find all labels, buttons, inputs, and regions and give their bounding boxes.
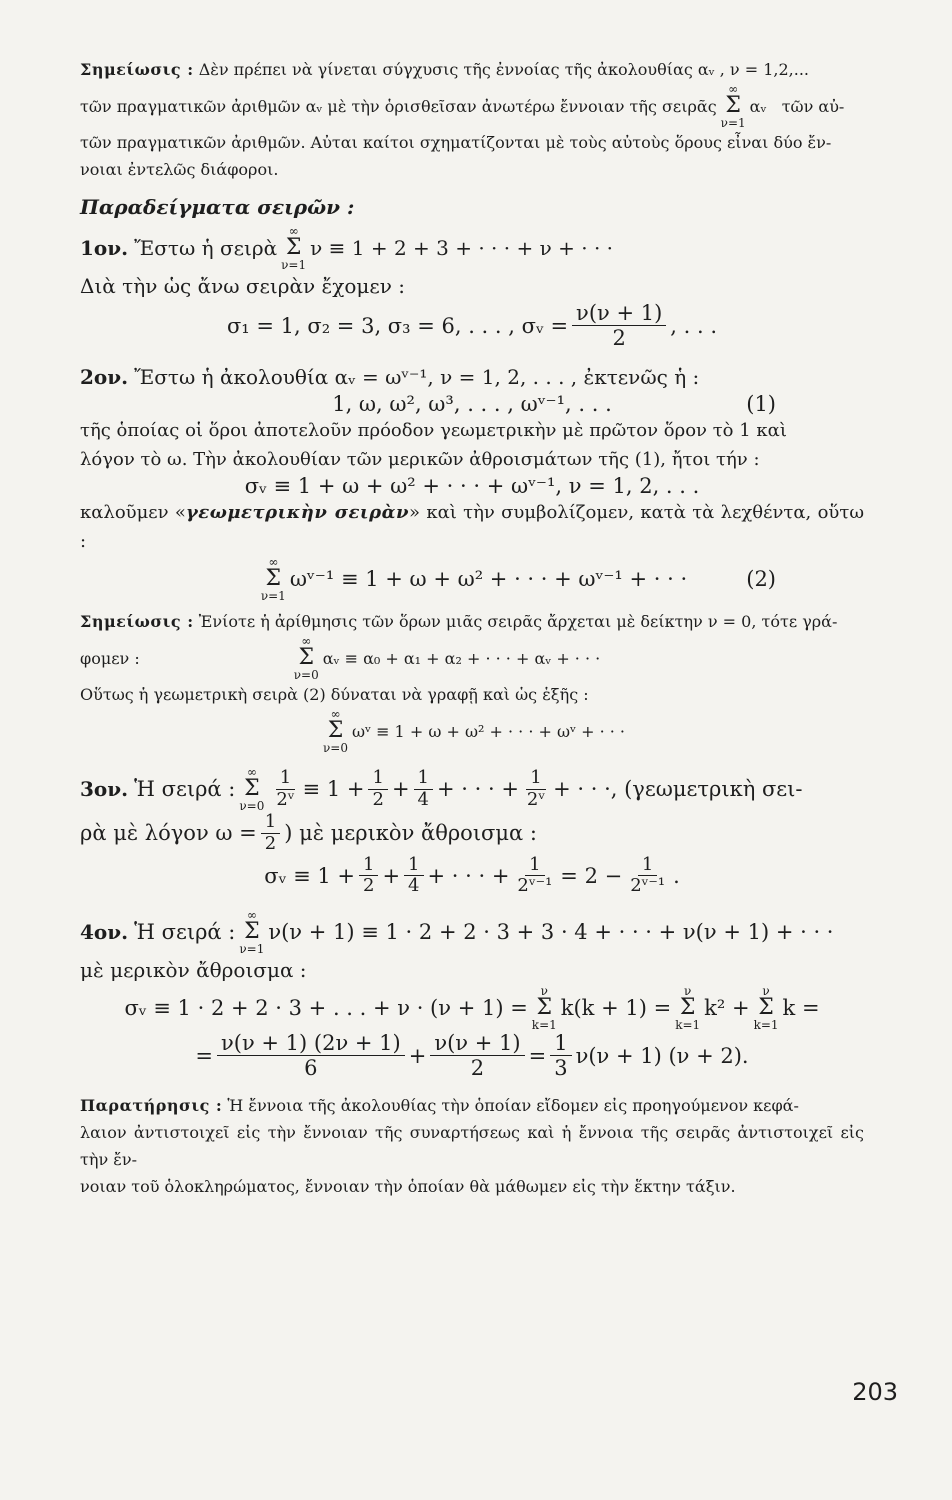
fraction: $\frac{1}{\text{2ᵛ⁻¹}}$	[517, 853, 553, 897]
fraction: $\frac{1}{2}$	[261, 812, 280, 854]
example-1-line-2: Διὰ τὴν ὡς ἄνω σειρὰν ἔχομεν :	[80, 274, 406, 298]
page-number: 203	[852, 1378, 898, 1406]
example-2-p3: καλοῦμεν «γεωμετρικὴν σειρὰν» καὶ τὴν συμβολίζομεν, κατὰ τὰ λεχθέντα, οὕτω :	[80, 502, 864, 553]
note-1-line-4: νοιαι ἐντελῶς διάφοροι.	[80, 160, 279, 179]
fraction: $\frac{1}{2}$	[359, 855, 378, 897]
sum-symbol: ν Σ k=1	[753, 984, 779, 1033]
example-2-partial-sum: σᵥ ≡ 1 + ω + ω² + · · · + ωᵛ⁻¹, ν = 1, 2, . . .	[244, 474, 700, 499]
note-1-line-2: τῶν πραγματικῶν ἀριθμῶν αᵥ μὲ τὴν ὁρισθεῖσαν ἀνωτέρω ἔννοιαν τῆς σειρᾶς ∞ Σ ν=1 αᵥ τῶν αὐ-	[80, 82, 845, 130]
example-2-sequence: 1, ω, ω², ω³, . . . , ωᵛ⁻¹, . . . (1)	[332, 392, 776, 417]
sum-symbol: ν Σ k=1	[675, 984, 701, 1033]
example-2-p2: λόγον τὸ ω. Τὴν ἀκολουθίαν τῶν μερικῶν ἀθροισμάτων τῆς (1), ἤτοι τήν :	[80, 449, 760, 471]
note-1-line-1: Δὲν πρέπει νὰ γίνεται σύγχυσις τῆς ἐννοίας τῆς ἀκολουθίας αᵥ , ν = 1,2,...	[198, 60, 809, 79]
sum-symbol: ν Σ k=1	[531, 984, 557, 1033]
example-1-partials: σ₁ = 1, σ₂ = 3, σ₃ = 6, . . . , σᵥ = $\frac{\nu(\nu + 1)}{2}$ , . . .	[226, 301, 718, 351]
example-4: 4ον. Ἡ σειρά : ∞ Σ ν=1 ν(ν + 1) ≡ 1 · 2 + 2 · 3 + 3 · 4 + · · · + ν(ν + 1) + · · ·	[80, 908, 834, 957]
example-1: 1ον. Ἔστω ἡ σειρὰ ∞ Σ ν=1 ν ≡ 1 + 2 + 3 + · · · + ν + · · ·	[80, 224, 614, 272]
note-2-series: φομεν : ∞ Σ ν=0 αᵥ ≡ α₀ + α₁ + α₂ + · · · + αᵥ + · · ·	[80, 634, 601, 683]
fraction: $\frac{1}{\text{2ᵛ}}$	[526, 767, 546, 810]
fraction: $\frac{1}{3}$	[550, 1031, 571, 1080]
fraction: $\frac{\nu(\nu + 1)}{2}$	[572, 301, 666, 350]
sum-symbol: ∞ Σ ν=0	[239, 765, 265, 814]
remark-line-2: λαιον ἀντιστοιχεῖ εἰς τὴν ἔννοιαν τῆς συναρτήσεως καὶ ἡ ἔννοια τῆς σειρᾶς ἀντιστοιχεῖ εἰς τὴν ἔν-	[80, 1123, 864, 1170]
note-1-line-3: τῶν πραγματικῶν ἀριθμῶν. Αὐται καίτοι σχηματίζονται μὲ τοὺς αὐτοὺς ὅρους εἶναι δύο ἔν-	[80, 133, 832, 152]
geometric-series-2: ∞ Σ ν=1 ωᵛ⁻¹ ≡ 1 + ω + ω² + · · · + ωᵛ⁻¹ + · · · (2)	[260, 555, 776, 604]
note-2-line-3: Οὕτως ἡ γεωμετρικὴ σειρὰ (2) δύναται νὰ γραφῇ καὶ ὡς ἑξῆς :	[80, 685, 589, 705]
sum-symbol: ∞ Σ ν=0	[293, 634, 319, 683]
fraction: $\frac{\nu(\nu + 1)}{2}$	[430, 1031, 524, 1080]
equation-tag-1: (1)	[746, 392, 776, 417]
sum-symbol: ∞ Σ ν=1	[720, 82, 746, 130]
note-2: Σημείωσις : Ἐνίοτε ἡ ἀρίθμησις τῶν ὅρων μιᾶς σειρᾶς ἄρχεται μὲ δείκτην ν = 0, τότε γρά-	[80, 612, 838, 632]
fraction: $\frac{1}{4}$	[414, 768, 433, 810]
remark: Παρατήρησις : Ἡ ἔννοια τῆς ἀκολουθίας τὴν ὁποίαν εἴδομεν εἰς προηγούμενον κεφά-	[80, 1096, 799, 1116]
fraction: $\frac{1}{\text{2ᵛ⁻¹}}$	[630, 853, 666, 897]
remark-line-3: νοιαν τοῦ ὁλοκληρώματος, ἔννοιαν τὴν ὁποίαν θὰ μάθωμεν εἰς τὴν ἕκτην τάξιν.	[80, 1177, 736, 1197]
note-1	[80, 56, 864, 83]
example-4-line-2: μὲ μερικὸν ἄθροισμα :	[80, 958, 307, 983]
section-heading: Παραδείγματα σειρῶν :	[80, 195, 355, 219]
example-4-partial-sum: σᵥ ≡ 1 · 2 + 2 · 3 + . . . + ν · (ν + 1) = ν Σ k=1 k(k + 1) = ν Σ k=1 k² + ν Σ k=1 k =	[124, 984, 820, 1033]
example-3-line-2: ρὰ μὲ λόγον ω = $\frac{1}{2}$ ) μὲ μερικὸν ἄθροισμα :	[80, 811, 537, 854]
example-3: 3ον. Ἡ σειρά : ∞ Σ ν=0 $\frac{1}{\text{2ᵛ}}$ ≡ 1 + $\frac{1}{2}$ + $\frac{1}{4}$ + · · · + $\frac{1}{\text{2ᵛ}}$ + · · · , (γεωμετρικὴ σει-	[80, 765, 803, 814]
fraction: $\frac{1}{\text{2ᵛ}}$	[276, 767, 295, 810]
example-2: 2ον. Ἔστω ἡ ἀκολουθία αᵥ = ωᵛ⁻¹, ν = 1, 2, . . . , ἐκτενῶς ἡ :	[80, 365, 700, 390]
example-3-partial-sum: σᵥ ≡ 1 + $\frac{1}{2}$ + $\frac{1}{4}$ + · · · + $\frac{1}{\text{2ᵛ⁻¹}}$ = 2 − $\frac{1}{\text{2ᵛ⁻¹}}$ .	[264, 853, 680, 897]
fraction: $\frac{\nu(\nu + 1) (2\nu + 1)}{6}$	[217, 1031, 405, 1080]
example-2-p1: τῆς ὁποίας οἱ ὅροι ἀποτελοῦν πρόοδον γεωμετρικὴν μὲ πρῶτον ὅρον τὸ 1 καὶ	[80, 420, 787, 442]
sum-symbol: ∞ Σ ν=0	[322, 707, 348, 756]
note-1-label: Σημείωσις :	[80, 60, 194, 79]
equation-tag-2: (2)	[746, 567, 776, 592]
fraction: $\frac{1}{4}$	[404, 855, 423, 897]
geometric-series-0: ∞ Σ ν=0 ωᵛ ≡ 1 + ω + ω² + · · · + ωᵛ + · · ·	[322, 707, 625, 756]
example-4-result: = $\frac{\nu(\nu + 1) (2\nu + 1)}{6}$ + $\frac{\nu(\nu + 1)}{2}$ = $\frac{1}{3}$ ν(ν + 1) (ν + 2).	[195, 1031, 749, 1081]
sum-symbol: ∞ Σ ν=1	[281, 224, 307, 272]
sum-symbol: ∞ Σ ν=1	[239, 908, 265, 957]
fraction: $\frac{1}{2}$	[368, 768, 387, 810]
sum-symbol: ∞ Σ ν=1	[260, 555, 286, 604]
